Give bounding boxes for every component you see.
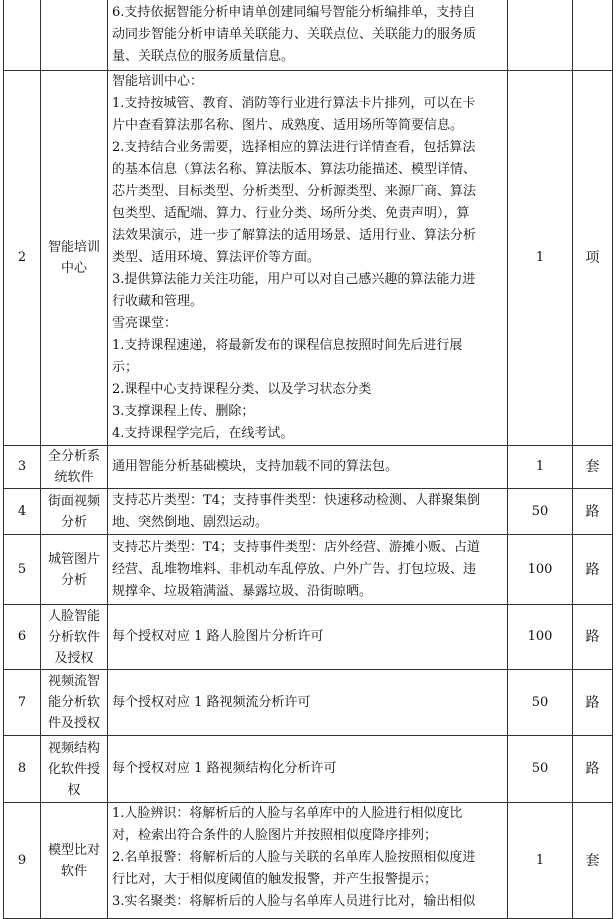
item-description <box>108 535 508 605</box>
description-line: 芯片类型、目标类型、分析类型、分析源类型、来源厂商、算法 <box>112 184 477 199</box>
item-description <box>108 605 508 670</box>
item-name: 全分析系统软件 <box>41 446 108 489</box>
table-row <box>4 803 613 919</box>
description-line: 支持芯片类型：T4；支持事件类型：店外经营、游摊小贩、占道 <box>112 539 480 555</box>
description-line: 1.人脸辨识：将解析后的人脸与名单库中的人脸进行相似度比 <box>112 806 463 821</box>
item-description <box>108 71 508 446</box>
description-line: 每个授权对应 1 路视频结构化分析许可 <box>112 761 337 776</box>
description-line: 地、突然倒地、剧烈运动。 <box>112 514 269 530</box>
description-line: 2.课程中心支持课程分类、以及学习状态分类 <box>112 382 372 397</box>
table-row <box>4 535 613 605</box>
description-line: 2.名单报警：将解析后的人脸与关联的名单库人脸按照相似度进 <box>112 850 476 865</box>
description-line: 1.支持按城管、教育、消防等行业进行算法卡片排列，可以在卡 <box>112 96 476 111</box>
item-name <box>41 0 108 71</box>
item-name: 模型比对软件 <box>41 803 108 919</box>
description-line: 类型、适用环境、算法评价等方面。 <box>112 250 321 265</box>
description-line: 量、关联点位的服务质量信息。 <box>112 48 295 64</box>
description-line: 行收藏和管理。 <box>112 294 204 309</box>
item-description <box>108 489 508 535</box>
description-line: 行比对，大于相似度阈值的触发报警，并产生报警提示； <box>112 872 438 887</box>
description-line: 3.实名聚类：将解析后的人脸与名单库人员进行比对，输出相似 <box>112 894 476 909</box>
table-row <box>4 489 613 535</box>
item-unit: 项 <box>573 71 613 446</box>
table-row <box>4 605 613 670</box>
description-line: 经营、乱堆物堆料、非机动车乱停放、户外广告、打包垃圾、违 <box>112 561 477 577</box>
description-line: 法效果演示，进一步了解算法的适用场景、适用行业、算法分析 <box>112 228 477 243</box>
description-line: 4.支持课程学完后，在线考试。 <box>112 426 294 441</box>
table-row <box>4 670 613 736</box>
description-line: 的基本信息（算法名称、算法版本、算法功能描述、模型详情、 <box>112 162 477 177</box>
description-line: 3.提供算法能力关注功能，用户可以对自己感兴趣的算法能力进 <box>112 272 476 287</box>
item-unit: 套 <box>573 803 613 919</box>
item-description <box>108 0 508 71</box>
procurement-table <box>3 0 613 919</box>
description-line: 每个授权对应 1 路视频流分析许可 <box>112 694 311 710</box>
table-row <box>4 0 613 71</box>
row-number: 8 <box>4 736 41 803</box>
item-description <box>108 803 508 919</box>
description-line: 支持芯片类型：T4；支持事件类型：快速移动检测、人群聚集倒 <box>112 492 480 508</box>
item-unit <box>573 0 613 71</box>
item-quantity: 100 <box>508 535 573 605</box>
document-page <box>3 0 613 919</box>
description-line: 包类型、适配端、算力、行业分类、场所分类、免责声明），算 <box>112 206 470 221</box>
description-line: 雪亮课堂： <box>112 316 178 331</box>
description-line: 对，检索出符合条件的人脸图片并按照相似度降序排列； <box>112 828 438 843</box>
item-unit: 路 <box>573 736 613 803</box>
item-name: 街面视频分析 <box>41 489 108 535</box>
description-line: 1.支持课程速递，将最新发布的课程信息按照时间先后进行展 <box>112 338 463 353</box>
item-quantity <box>508 0 573 71</box>
item-name: 视频结构化软件授权 <box>41 736 108 803</box>
row-number: 3 <box>4 446 41 489</box>
description-line: 片中查看算法那名称、图片、成熟度、适用场所等简要信息。 <box>112 118 464 133</box>
item-description <box>108 670 508 736</box>
table-row <box>4 446 613 489</box>
description-line: 通用智能分析基础模块，支持加载不同的算法包。 <box>112 459 399 474</box>
item-unit: 路 <box>573 670 613 736</box>
item-quantity: 50 <box>508 670 573 736</box>
description-line: 示； <box>112 360 139 375</box>
item-quantity: 50 <box>508 489 573 535</box>
item-unit: 路 <box>573 489 613 535</box>
item-unit: 套 <box>573 446 613 489</box>
item-name: 智能培训中心 <box>41 71 108 446</box>
item-description <box>108 736 508 803</box>
item-unit: 路 <box>573 605 613 670</box>
item-name: 城管图片分析 <box>41 535 108 605</box>
row-number: 9 <box>4 803 41 919</box>
row-number <box>4 0 41 71</box>
item-quantity: 1 <box>508 803 573 919</box>
row-number: 6 <box>4 605 41 670</box>
item-quantity: 1 <box>508 71 573 446</box>
description-line: 3.支撑课程上传、删除； <box>112 404 255 419</box>
item-unit: 路 <box>573 535 613 605</box>
item-quantity: 50 <box>508 736 573 803</box>
description-line: 2.支持结合业务需要，选择相应的算法进行详情查看，包括算法 <box>112 140 476 155</box>
row-number: 7 <box>4 670 41 736</box>
item-name: 人脸智能分析软件及授权 <box>41 605 108 670</box>
description-line: 6.支持依据智能分析申请单创建同编号智能分析编排单，支持自 <box>112 4 476 20</box>
item-quantity: 1 <box>508 446 573 489</box>
item-name: 视频流智能分析软件及授权 <box>41 670 108 736</box>
description-line: 每个授权对应 1 路人脸图片分析许可 <box>112 629 324 644</box>
row-number: 2 <box>4 71 41 446</box>
description-line: 动同步智能分析申请单关联能力、关联点位、关联能力的服务质 <box>112 26 477 42</box>
description-line: 规撑伞、垃圾箱满溢、暴露垃圾、沿街晾晒。 <box>112 583 373 599</box>
item-quantity: 100 <box>508 605 573 670</box>
item-description <box>108 446 508 489</box>
description-line: 智能培训中心： <box>112 74 204 89</box>
table-row <box>4 71 613 446</box>
row-number: 5 <box>4 535 41 605</box>
row-number: 4 <box>4 489 41 535</box>
table-row <box>4 736 613 803</box>
